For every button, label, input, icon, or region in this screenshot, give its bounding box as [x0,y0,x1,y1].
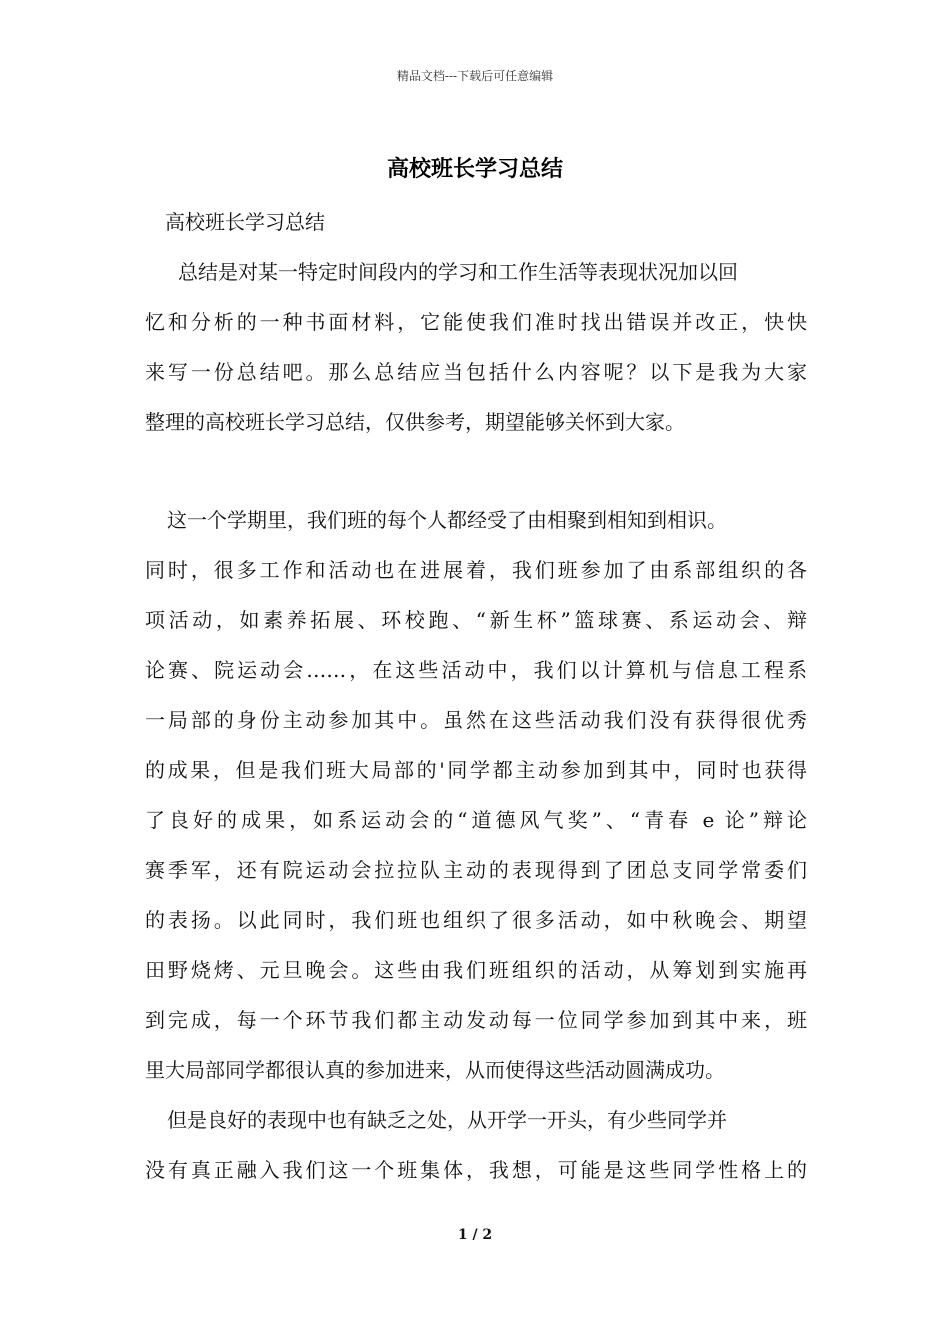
page-number: 1 / 2 [457,1227,493,1243]
text-line: 到完成，每一个环节我们都主动发动每一位同学参加到其中来，班 [145,1008,807,1032]
text-line: 田野烧烤、元旦晚会。这些由我们班组织的活动，从筹划到实施再 [145,958,807,982]
page-title: 高校班长学习总结 [386,156,563,182]
text-line: 总结是对某一特定时间段内的学习和工作生活等表现状况加以回 [178,260,738,284]
text-line: 赛季军，还有院运动会拉拉队主动的表现得到了团总支同学常委们 [145,858,807,882]
text-line: 整理的高校班长学习总结，仅供参考，期望能够关怀到大家。 [145,410,685,434]
text-line: 但是良好的表现中也有缺乏之处，从开学一开头，有少些同学并 [167,1108,727,1132]
text-line: 没有真正融入我们这一个班集体，我想，可能是这些同学性格上的 [145,1158,807,1182]
text-line: 忆和分析的一种书面材料，它能使我们准时找出错误并改正，快快 [145,310,807,334]
text-line: 同时，很多工作和活动也在进展着，我们班参加了由系部组织的各 [145,558,807,582]
text-line: 项活动，如素养拓展、环校跑、“新生杯”篮球赛、系运动会、辩 [145,608,807,632]
text-line: 来写一份总结吧。那么总结应当包括什么内容呢？以下是我为大家 [145,360,807,384]
subtitle-line: 高校班长学习总结 [165,210,325,234]
text-line: 的表扬。以此同时，我们班也组织了很多活动，如中秋晚会、期望 [145,908,807,932]
header-note: 精品文档---下载后可任意编辑 [396,69,554,83]
text-line: 这一个学期里，我们班的每个人都经受了由相聚到相知到相识。 [167,508,727,532]
text-line: 里大局部同学都很认真的参加进来，从而使得这些活动圆满成功。 [145,1058,725,1082]
text-line: 了良好的成果，如系运动会的“道德风气奖”、“青春 e 论”辩论 [145,808,807,832]
text-line: 一局部的身份主动参加其中。虽然在这些活动我们没有获得很优秀 [145,708,807,732]
text-line: 的成果，但是我们班大局部的'同学都主动参加到其中，同时也获得 [145,758,807,782]
text-line: 论赛、院运动会……，在这些活动中，我们以计算机与信息工程系 [145,658,807,682]
